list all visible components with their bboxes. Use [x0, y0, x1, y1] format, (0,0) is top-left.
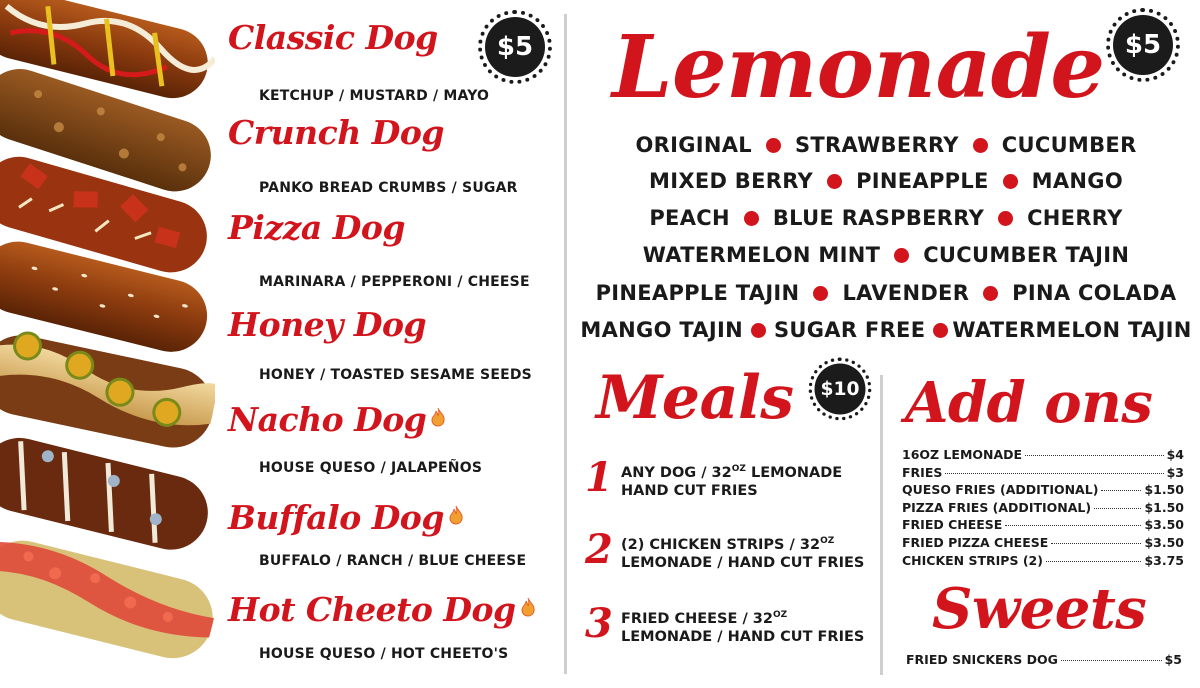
menu-item-honey-dog — [228, 305, 558, 383]
meal-description — [621, 528, 864, 572]
flavor: WATERMELON MINT — [642, 243, 881, 267]
spicy-flame-icon — [430, 407, 446, 427]
bullet-dot-icon — [933, 323, 948, 338]
bullet-dot-icon — [744, 211, 759, 226]
meal-line: LEMONADE / HAND CUT FRIES — [621, 554, 865, 571]
meal-line: (2) CHICKEN STRIPS / 32 — [621, 536, 821, 553]
flavor: STRAWBERRY — [794, 133, 959, 157]
add-on-item — [902, 464, 1184, 482]
flavor: PINEAPPLE TAJIN — [595, 281, 800, 305]
flavor-row — [580, 281, 1192, 305]
add-on-name: FRIED CHEESE — [902, 517, 1003, 533]
meals-price-badge — [809, 358, 872, 421]
add-on-item — [902, 481, 1184, 499]
flavor-row — [580, 318, 1192, 342]
sweets-item-price: $5 — [1164, 652, 1182, 667]
flavor: MANGO — [1031, 169, 1123, 193]
leader-dots — [1094, 508, 1141, 509]
item-name: Classic Dog — [228, 18, 438, 57]
corn-dog-photos — [0, 0, 215, 688]
flavor-row — [580, 169, 1192, 193]
unit-superscript: OZ — [772, 610, 788, 620]
meal-line: FRIED CHEESE / 32 — [621, 610, 773, 627]
flavor: LAVENDER — [842, 281, 970, 305]
flavor: MIXED BERRY — [649, 169, 814, 193]
add-on-price: $3.50 — [1144, 517, 1184, 533]
flavor: PEACH — [649, 206, 730, 230]
flavor: CUCUMBER TAJIN — [923, 243, 1130, 267]
item-name-text: Nacho Dog — [228, 400, 427, 439]
leader-dots — [945, 473, 1163, 474]
unit-superscript: OZ — [820, 536, 835, 546]
add-on-item — [902, 552, 1184, 570]
leader-dots — [1061, 660, 1162, 661]
add-on-name: 16OZ LEMONADE — [902, 447, 1023, 462]
menu-item-hot-cheeto-dog — [228, 590, 558, 662]
add-ons-list — [902, 446, 1184, 569]
bullet-dot-icon — [983, 286, 998, 301]
flavor-row — [580, 133, 1192, 157]
item-description: HOUSE QUESO / HOT CHEETO'S — [259, 646, 509, 662]
spicy-flame-icon — [520, 597, 536, 617]
bullet-dot-icon — [827, 174, 842, 189]
bullet-dot-icon — [973, 138, 988, 153]
meal-description — [621, 456, 842, 500]
item-description: KETCHUP / MUSTARD / MAYO — [259, 88, 490, 104]
add-on-item — [902, 534, 1184, 552]
meal-option-1 — [585, 456, 885, 500]
add-on-price: $3 — [1166, 464, 1184, 480]
flavor-row — [580, 243, 1192, 267]
flavor: SUGAR FREE — [773, 318, 926, 342]
add-on-price: $3.75 — [1144, 552, 1184, 568]
leader-dots — [1051, 543, 1141, 544]
meal-description — [621, 602, 864, 646]
meal-line: LEMONADE / HAND CUT FRIES — [621, 628, 865, 645]
bullet-dot-icon — [998, 211, 1013, 226]
item-name: Pizza Dog — [228, 208, 405, 247]
meal-line: ANY DOG / 32 — [621, 464, 732, 481]
add-on-price: $3.50 — [1144, 534, 1184, 550]
leader-dots — [1101, 490, 1141, 491]
meal-option-2 — [585, 528, 885, 572]
flavor-row — [580, 206, 1192, 230]
spicy-flame-icon — [448, 505, 464, 525]
add-on-name: CHICKEN STRIPS (2) — [902, 552, 1043, 568]
add-on-item — [902, 516, 1184, 534]
meal-option-3 — [585, 602, 885, 646]
flavor: CHERRY — [1027, 206, 1123, 230]
column-divider — [564, 14, 567, 674]
meal-number: 3 — [585, 600, 613, 647]
item-description: HONEY / TOASTED SESAME SEEDS — [259, 367, 532, 383]
menu-item-pizza-dog — [228, 208, 558, 290]
flavor: PINA COLADA — [1012, 281, 1177, 305]
sweets-item-name: FRIED SNICKERS DOG — [906, 652, 1058, 667]
add-on-name: PIZZA FRIES (ADDITIONAL) — [902, 499, 1092, 515]
item-name-text: Hot Cheeto Dog — [228, 590, 516, 629]
lemonade-title: Lemonade — [612, 17, 1105, 118]
add-ons-title: Add ons — [905, 370, 1153, 436]
item-name — [228, 498, 558, 538]
sweets-title: Sweets — [932, 576, 1147, 642]
meals-title: Meals — [596, 363, 794, 433]
leader-dots — [1005, 525, 1141, 526]
item-name-text: Buffalo Dog — [228, 498, 444, 537]
unit-superscript: OZ — [731, 464, 746, 474]
meal-number: 2 — [585, 526, 613, 573]
meal-line: LEMONADE — [745, 464, 843, 481]
add-on-item — [902, 499, 1184, 517]
add-on-name: QUESO FRIES (ADDITIONAL) — [902, 482, 1099, 498]
bullet-dot-icon — [813, 286, 828, 301]
add-on-price: $4 — [1166, 447, 1184, 462]
bullet-dot-icon — [751, 323, 766, 338]
badge-price: $10 — [815, 364, 866, 415]
add-on-price: $1.50 — [1144, 499, 1184, 515]
flavor: WATERMELON TAJIN — [952, 318, 1192, 342]
corn-dog-illustrations — [0, 0, 215, 688]
hot-dog-price-badge — [478, 10, 552, 84]
item-description: PANKO BREAD CRUMBS / SUGAR — [259, 180, 518, 196]
item-name: Honey Dog — [228, 305, 427, 344]
meal-line: HAND CUT FRIES — [621, 482, 758, 499]
flavor: PINEAPPLE — [856, 169, 989, 193]
item-name — [228, 590, 558, 630]
add-on-price: $1.50 — [1144, 482, 1184, 498]
add-on-name: FRIED PIZZA CHEESE — [902, 534, 1049, 550]
sweets-item — [906, 651, 1182, 669]
leader-dots — [1025, 455, 1164, 456]
menu-item-buffalo-dog — [228, 498, 558, 569]
buffalo-dog-photo — [0, 430, 215, 557]
bullet-dot-icon — [894, 248, 909, 263]
flavor: MANGO TAJIN — [580, 318, 743, 342]
lemonade-price-badge — [1106, 8, 1180, 82]
flavor: ORIGINAL — [635, 133, 752, 157]
menu-item-nacho-dog — [228, 400, 558, 476]
leader-dots — [1046, 561, 1142, 562]
flavor: CUCUMBER — [1001, 133, 1137, 157]
meal-number: 1 — [585, 454, 613, 501]
item-description: BUFFALO / RANCH / BLUE CHEESE — [259, 553, 527, 569]
item-name — [228, 400, 558, 440]
badge-price: $5 — [485, 17, 545, 77]
item-description: MARINARA / PEPPERONI / CHEESE — [259, 274, 530, 290]
badge-price: $5 — [1113, 15, 1173, 75]
bullet-dot-icon — [1003, 174, 1018, 189]
item-name: Crunch Dog — [228, 113, 444, 152]
menu-item-crunch-dog — [228, 113, 558, 196]
bullet-dot-icon — [766, 138, 781, 153]
add-on-name: FRIES — [902, 464, 943, 480]
flavor: BLUE RASPBERRY — [772, 206, 985, 230]
add-on-item — [902, 446, 1184, 464]
item-description: HOUSE QUESO / JALAPEÑOS — [259, 460, 483, 476]
hot-cheeto-dog-photo — [0, 532, 215, 666]
